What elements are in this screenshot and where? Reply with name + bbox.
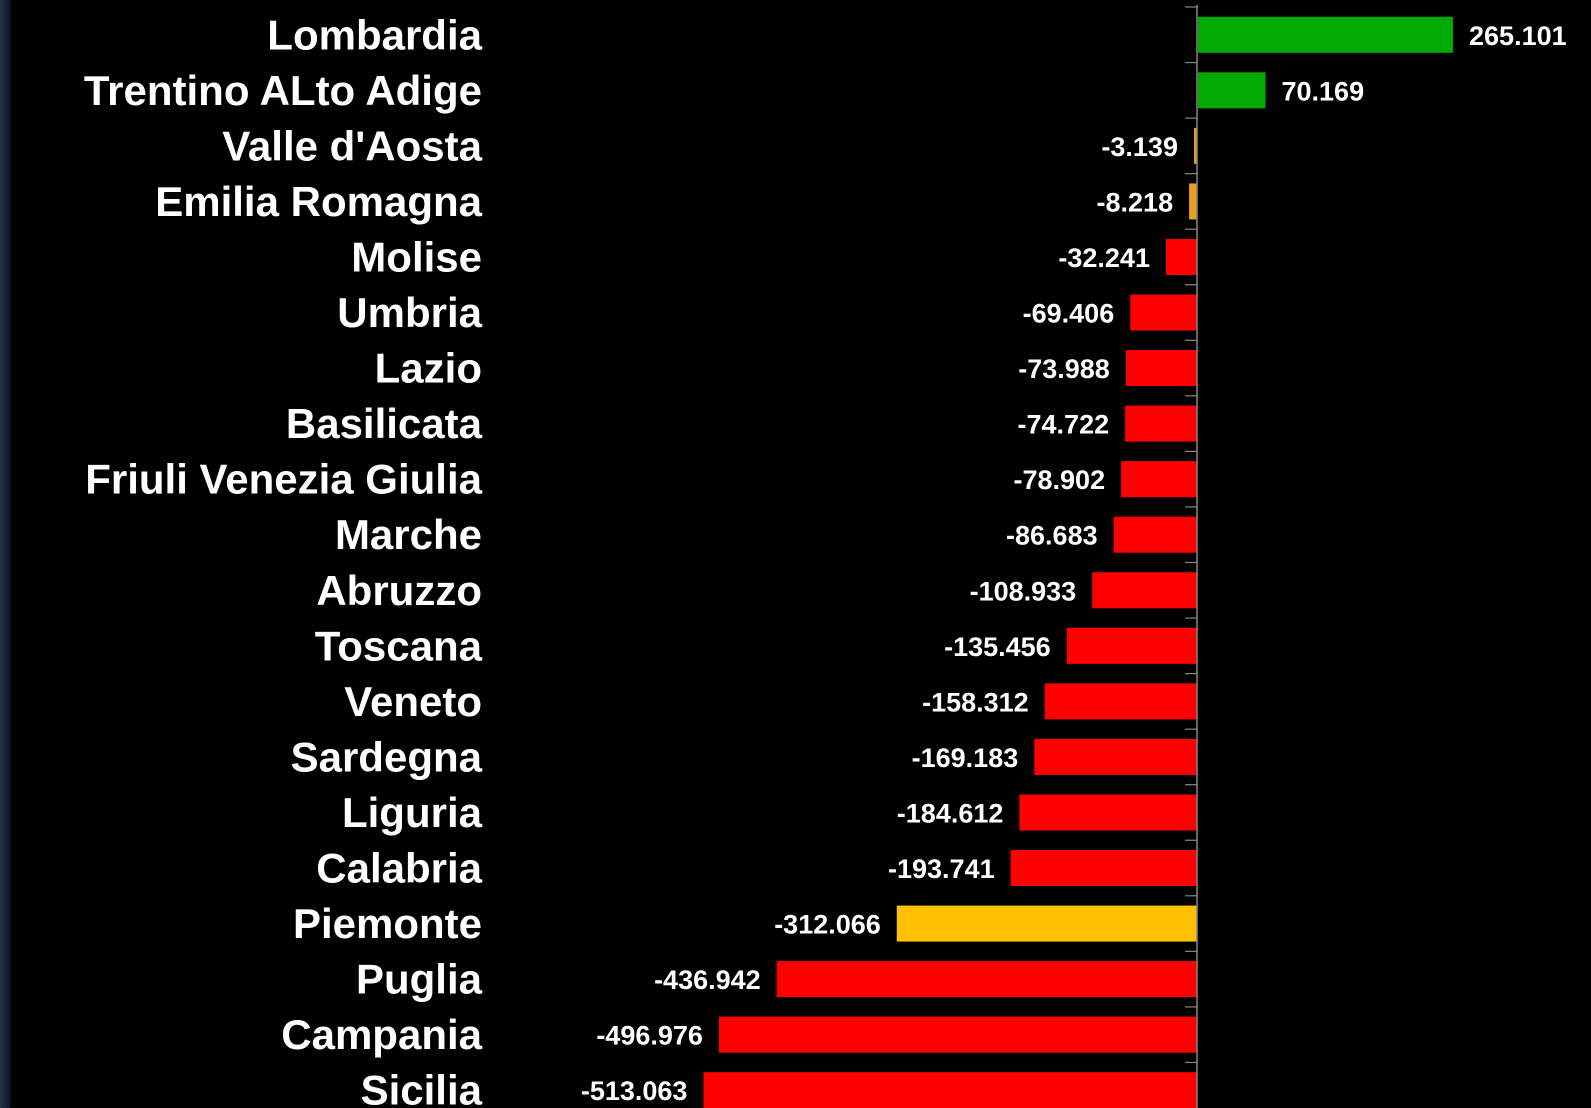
data-label: 265.101 bbox=[1469, 20, 1567, 51]
data-label: -78.902 bbox=[1013, 465, 1106, 496]
category-label: Valle d'Aosta bbox=[222, 122, 482, 170]
bar-toscana bbox=[1067, 628, 1197, 664]
bar-sardegna bbox=[1034, 739, 1197, 775]
category-label: Veneto bbox=[344, 677, 482, 725]
category-label: Basilicata bbox=[285, 400, 482, 448]
bar-campania bbox=[719, 1017, 1197, 1053]
data-label: -69.406 bbox=[1022, 298, 1115, 329]
data-label: -135.456 bbox=[944, 631, 1051, 662]
category-label: Piemonte bbox=[292, 900, 482, 948]
category-label: Sardegna bbox=[290, 733, 482, 781]
category-label: Trentino ALto Adige bbox=[83, 66, 482, 114]
axis-group bbox=[1185, 5, 1197, 1108]
category-label: Campania bbox=[281, 1011, 482, 1059]
category-label: Calabria bbox=[316, 844, 482, 892]
category-label: Abruzzo bbox=[316, 566, 482, 614]
category-label: Marche bbox=[334, 511, 482, 559]
category-label: Lombardia bbox=[267, 11, 482, 59]
data-label: -513.063 bbox=[580, 1076, 688, 1107]
bar-molise bbox=[1166, 239, 1197, 275]
bar-marche bbox=[1114, 517, 1197, 553]
category-label: Lazio bbox=[374, 344, 482, 392]
data-label: -496.976 bbox=[596, 1020, 703, 1051]
bar-abruzzo bbox=[1092, 572, 1197, 608]
data-label: -436.942 bbox=[654, 965, 761, 996]
bars-group bbox=[703, 17, 1453, 1108]
category-label: Emilia Romagna bbox=[155, 177, 482, 225]
data-label: -169.183 bbox=[911, 742, 1019, 773]
data-label: -193.741 bbox=[888, 854, 995, 885]
category-label: Friuli Venezia Giulia bbox=[85, 455, 482, 503]
bar-liguria bbox=[1019, 794, 1197, 830]
category-label: Umbria bbox=[337, 289, 482, 337]
bar-trentino-alto-adige bbox=[1198, 72, 1266, 108]
bar-friuli-venezia-giulia bbox=[1121, 461, 1197, 497]
category-label: Toscana bbox=[314, 622, 482, 670]
data-label: -74.722 bbox=[1017, 409, 1110, 440]
category-label: Sicilia bbox=[360, 1066, 482, 1108]
bar-veneto bbox=[1045, 683, 1197, 719]
bar-calabria bbox=[1011, 850, 1197, 886]
value-labels-group bbox=[581, 21, 1567, 1106]
data-label: -3.139 bbox=[1101, 131, 1178, 162]
bar-basilicata bbox=[1125, 406, 1197, 442]
data-label: -158.312 bbox=[922, 687, 1029, 718]
data-label: -32.241 bbox=[1058, 242, 1150, 273]
bar-lombardia bbox=[1198, 17, 1453, 53]
category-label: Puglia bbox=[355, 955, 482, 1003]
data-label: -184.612 bbox=[896, 798, 1004, 829]
data-label: -312.066 bbox=[774, 909, 881, 940]
category-label: Liguria bbox=[341, 788, 482, 836]
category-labels-group bbox=[84, 11, 483, 1108]
bar-lazio bbox=[1126, 350, 1197, 386]
data-label: -86.683 bbox=[1006, 520, 1098, 551]
bar-umbria bbox=[1130, 295, 1197, 331]
bar-sicilia bbox=[703, 1072, 1197, 1108]
data-label: 70.169 bbox=[1281, 76, 1365, 107]
data-label: -108.933 bbox=[969, 576, 1077, 607]
bar-emilia-romagna bbox=[1189, 183, 1197, 219]
bar-piemonte bbox=[897, 906, 1197, 942]
data-label: -8.218 bbox=[1096, 187, 1174, 218]
category-label: Molise bbox=[351, 233, 482, 281]
bar-puglia bbox=[777, 961, 1197, 997]
data-label: -73.988 bbox=[1018, 354, 1110, 385]
